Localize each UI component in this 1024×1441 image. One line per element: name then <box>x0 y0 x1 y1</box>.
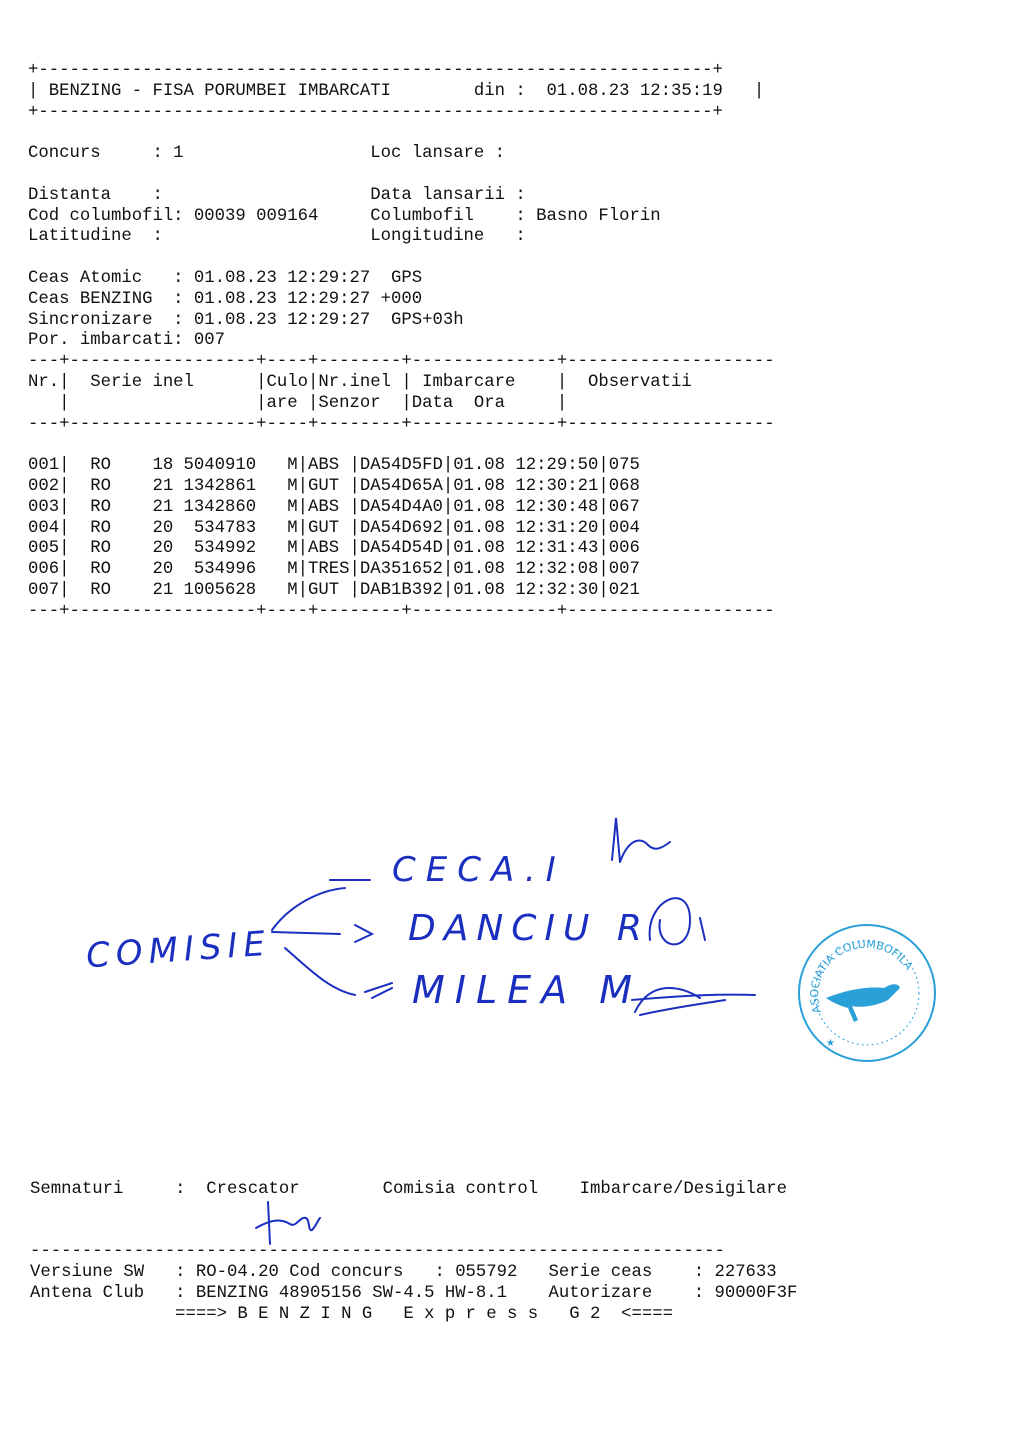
handwritten-member-2: DANCIU R <box>408 908 650 949</box>
text-line: Distanta : Data lansarii : <box>28 185 526 205</box>
svg-text:★: ★ <box>826 1038 835 1049</box>
text-line: Ceas Atomic : 01.08.23 12:29:27 GPS <box>28 268 423 288</box>
text-line: Antena Club : BENZING 48905156 SW-4.5 HW-8.1 Autorizare : 90000F3F <box>30 1283 798 1303</box>
text-line: | BENZING - FISA PORUMBEI IMBARCATI din : 01.08.23 12:35:19 | <box>28 81 765 101</box>
text-line: Semnaturi : Crescator Comisia control Imbarcare/Desigilare <box>30 1180 788 1199</box>
text-line: +-----------------------------------------------------------------+ <box>28 102 723 122</box>
text-line: ---+------------------+----+--------+--------------+-------------------- <box>28 414 775 434</box>
signature-ceca <box>612 818 670 862</box>
text-line: 006| RO 20 534996 M|TRES|DA351652|01.08 12:32:08|007 <box>28 560 640 580</box>
signature-danciu <box>650 898 705 944</box>
pigeon-icon <box>826 984 900 1022</box>
text-line: Nr.| Serie inel |Culo|Nr.inel | Imbarcare | Observatii <box>28 372 692 392</box>
text-line: +-----------------------------------------------------------------+ <box>28 61 723 80</box>
text-line: ---+------------------+----+--------+--------------+-------------------- <box>28 601 775 621</box>
text-line: Sincronizare : 01.08.23 12:29:27 GPS+03h <box>28 310 464 330</box>
text-line: Concurs : 1 Loc lansare : <box>28 144 506 164</box>
text-line: 003| RO 21 1342860 M|ABS |DA54D4A0|01.08 12:30:48|067 <box>28 497 640 517</box>
club-stamp <box>796 922 938 1064</box>
text-line: 005| RO 20 534992 M|ABS |DA54D54D|01.08 12:31:43|006 <box>28 539 640 559</box>
text-line: Versiune SW : RO-04.20 Cod concurs : 055792 Serie ceas : 227633 <box>30 1263 777 1283</box>
text-line: Ceas BENZING : 01.08.23 12:29:27 +000 <box>28 289 423 309</box>
text-line: 004| RO 20 534783 M|GUT |DA54D692|01.08 12:31:20|004 <box>28 518 640 538</box>
handwritten-comisie: COMISIE <box>84 923 273 977</box>
text-line: Latitudine : Longitudine : <box>28 227 526 247</box>
footer-text <box>30 1180 797 1326</box>
text-line: ---+------------------+----+--------+--------------+-------------------- <box>28 352 775 372</box>
stamp-text: ASOCIATIA COLUMBOFILA <box>808 937 916 1015</box>
text-line: | |are |Senzor |Data Ora | <box>59 393 568 413</box>
text-line: 001| RO 18 5040910 M|ABS |DA54D5FD|01.08 12:29:50|075 <box>28 456 640 476</box>
text-line: ------------------------------------------------------------------- <box>30 1242 725 1262</box>
handwritten-member-1: CECA.I <box>392 850 566 890</box>
text-line: Por. imbarcati: 007 <box>28 331 226 351</box>
text-line: 002| RO 21 1342861 M|GUT |DA54D65A|01.08 12:30:21|068 <box>28 476 640 496</box>
signature-milea <box>632 988 755 1015</box>
text-line: 007| RO 21 1005628 M|GUT |DAB1B392|01.08 12:32:30|021 <box>28 580 640 600</box>
text-line: ====> B E N Z I N G E x p r e s s G 2 <==== <box>175 1304 673 1324</box>
text-line: Cod columbofil: 00039 009164 Columbofil : Basno Florin <box>28 206 661 226</box>
bracket-arrow-top <box>272 880 370 930</box>
bracket-arrow-bottom <box>285 948 392 998</box>
handwritten-member-3: MILEA M <box>412 968 643 1012</box>
bracket-arrow-middle <box>272 925 372 942</box>
